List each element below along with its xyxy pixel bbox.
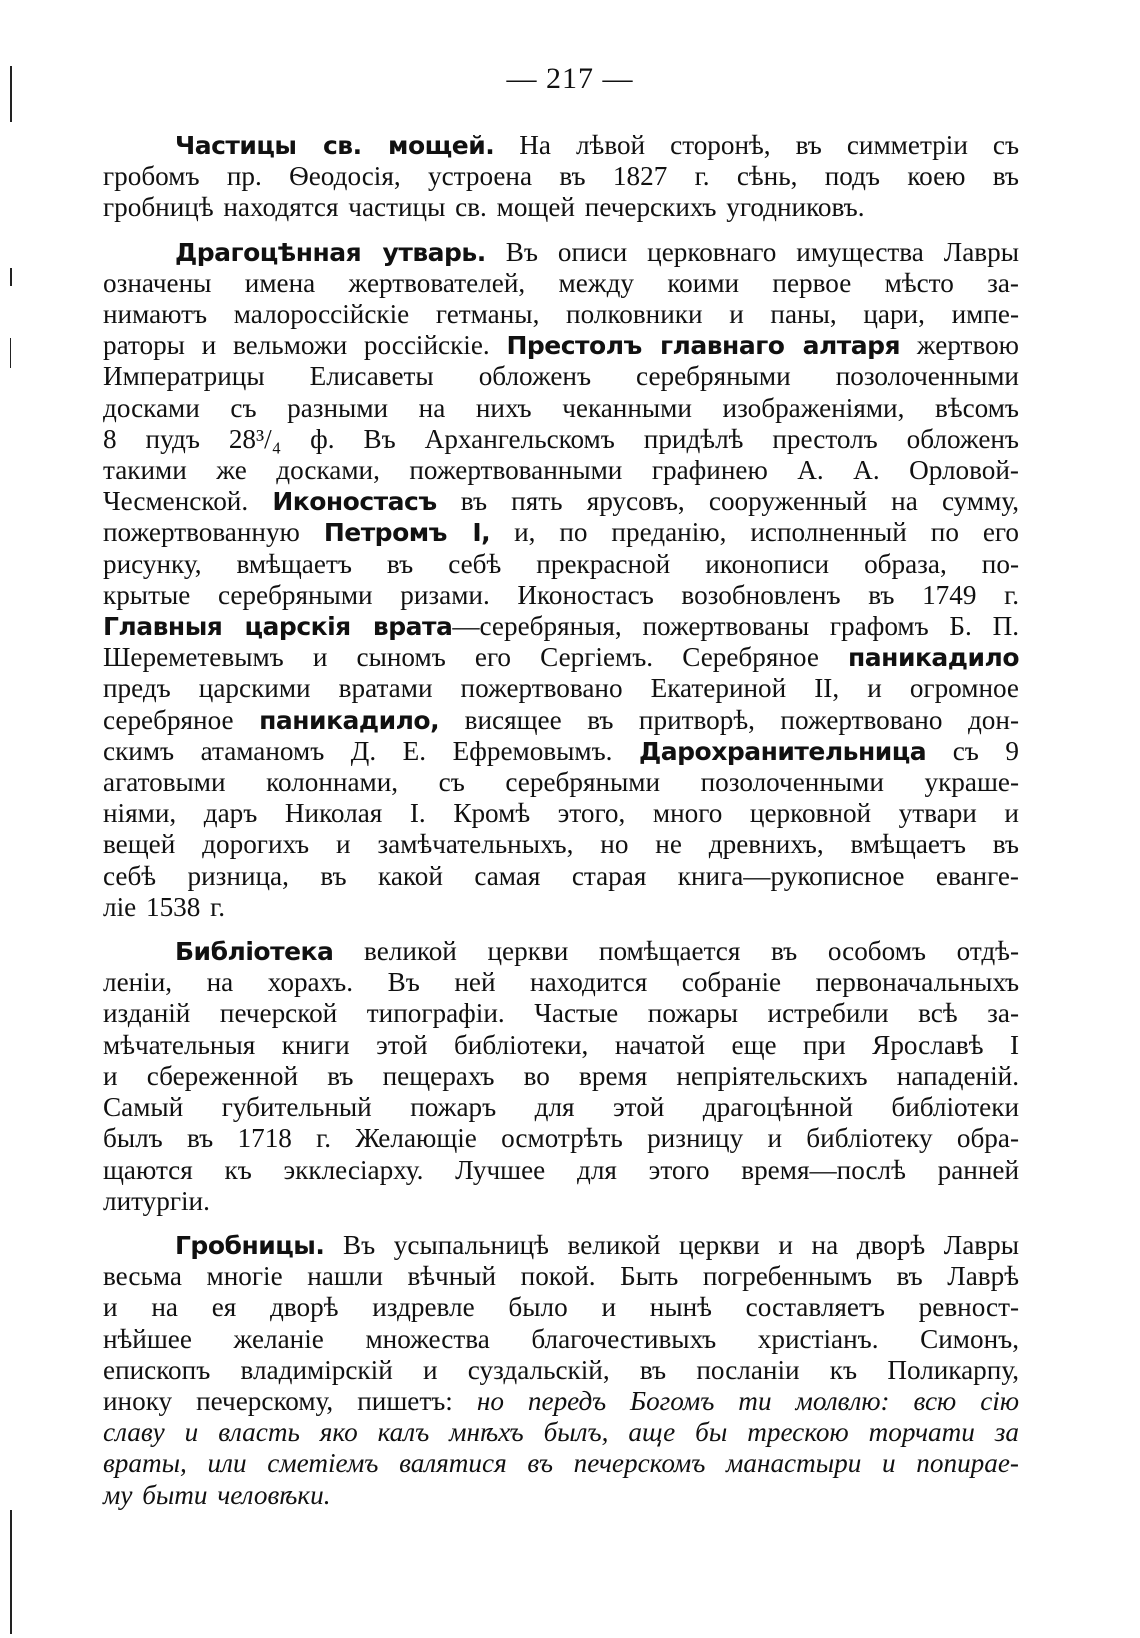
text-line <box>103 486 1019 517</box>
text-line <box>103 1324 1019 1355</box>
text-line <box>103 1480 1019 1511</box>
body-text: Въ усыпальницѣ великой церкви и на дворѣ Лавры <box>324 1229 1019 1260</box>
body-text: нѣйшее желаніе множества благочестивыхъ христіанъ. Симонъ, <box>103 1323 1019 1354</box>
text-line <box>103 1292 1019 1323</box>
text-line <box>103 130 1019 161</box>
quoted-text: му быти человѣки. <box>103 1479 331 1510</box>
text-line <box>103 1386 1019 1417</box>
body-text: былъ въ 1718 г. Желающіе осмотрѣть ризницу и библіотеку обра- <box>103 1123 1019 1154</box>
body-text: гробомъ пр. Ѳеодосія, устроена въ 1827 г. сѣнь, подъ коею въ <box>103 161 1019 192</box>
body-text: изданій печерской типографіи. Частые пожары истребили всѣ за- <box>103 998 1019 1029</box>
page-body-text <box>103 130 1019 1511</box>
scan-margin-mark <box>10 268 12 286</box>
text-line <box>103 967 1019 998</box>
body-text: скимъ атаманомъ Д. Е. Ефремовымъ. <box>103 735 640 766</box>
section-heading: Частицы св. мощей. <box>175 131 495 160</box>
body-text: Въ описи церковнаго имущества Лавры <box>485 236 1019 267</box>
body-text: На лѣвой сторонѣ, въ симметріи съ <box>494 130 1020 160</box>
page-number: — 217 — <box>506 62 634 95</box>
body-text: вещей дорогихъ и замѣчательныхъ, но не древнихъ, вмѣщаетъ въ <box>103 829 1019 860</box>
text-line <box>103 1061 1019 1092</box>
body-text: щаются къ экклесіарху. Лучшее для этого время—послѣ ранней <box>103 1154 1019 1185</box>
section-heading: Гробницы. <box>175 1230 325 1260</box>
body-text: крытые серебряными ризами. Иконостасъ возобновленъ въ 1749 г. <box>103 579 1019 610</box>
body-text: агатовыми колоннами, съ серебряными позолоченными украше- <box>103 767 1019 798</box>
section-heading: Иконостасъ <box>272 487 437 517</box>
text-line <box>103 736 1019 767</box>
body-text: 8 пудъ 28³/₄ ф. Въ Архангельскомъ придѣлѣ престолъ обложенъ <box>103 423 1019 454</box>
text-line <box>103 237 1019 268</box>
body-text: раторы и вельможи россійскіе. <box>103 330 507 361</box>
body-text: жертвою <box>900 330 1019 361</box>
body-text: нимаютъ малороссійскіе гетманы, полковники и паны, цари, импе- <box>103 299 1019 330</box>
text-line <box>103 268 1019 299</box>
body-text: Самый губительный пожаръ для этой драгоцѣнной библіотеки <box>103 1092 1019 1123</box>
text-line <box>103 705 1019 736</box>
section-heading: Драгоцѣнная утварь. <box>175 237 486 267</box>
text-line <box>103 1261 1019 1292</box>
text-line <box>103 1417 1019 1448</box>
body-text: великой церкви помѣщается въ особомъ отдѣ- <box>333 936 1019 967</box>
text-line <box>103 1448 1019 1479</box>
body-text: иноку печерскому, пишетъ: <box>103 1385 477 1416</box>
text-line <box>103 424 1019 455</box>
body-text: себѣ ризница, въ какой самая старая книга—рукописное еванге- <box>103 860 1019 891</box>
body-text: епископъ владимірскій и суздальскій, въ посланіи къ Поликарпу, <box>103 1354 1019 1385</box>
quoted-text: но передъ Богомъ ти молвлю: всю сію <box>476 1385 1020 1416</box>
scan-margin-mark <box>10 1510 12 1634</box>
body-text: и сбереженной въ пещерахъ во время непріятельскихъ нападеній. <box>103 1060 1019 1091</box>
paragraph <box>103 1230 1019 1511</box>
body-text: такими же досками, пожертвованными графинею А. А. Орловой- <box>103 455 1019 486</box>
text-line <box>103 549 1019 580</box>
body-text: и на ея дворѣ издревле было и нынѣ составляетъ ревност- <box>103 1292 1019 1323</box>
body-text: весьма многіе нашли вѣчный покой. Быть погребеннымъ въ Лаврѣ <box>103 1261 1019 1292</box>
text-line <box>103 892 1019 923</box>
text-line <box>103 1186 1019 1217</box>
body-text: ліе 1538 г. <box>103 891 226 922</box>
body-text: литургіи. <box>103 1185 210 1216</box>
paragraph <box>103 130 1019 224</box>
quoted-text: славу и власть яко калъ мнѣхъ былъ, аще бы трескою торчати за <box>103 1417 1019 1448</box>
section-heading: паникадило <box>848 643 1019 673</box>
text-line <box>103 455 1019 486</box>
text-line <box>103 998 1019 1029</box>
text-line <box>103 330 1019 361</box>
section-heading: Библіотека <box>175 937 334 967</box>
body-text: означены имена жертвователей, между коими первое мѣсто за- <box>103 267 1019 298</box>
section-heading: паникадило, <box>259 705 440 735</box>
body-text: мѣчательныя книги этой библіотеки, начатой еще при Ярославѣ I <box>103 1029 1019 1060</box>
body-text: въ пять ярусовъ, сооруженный на сумму, <box>436 486 1019 517</box>
body-text: гробницѣ находятся частицы св. мощей печерскихъ угодниковъ. <box>103 192 865 223</box>
text-line <box>103 517 1019 548</box>
text-line <box>103 829 1019 860</box>
body-text: рисунку, вмѣщаетъ въ себѣ прекрасной иконописи образа, по- <box>103 548 1019 579</box>
text-line <box>103 1030 1019 1061</box>
paragraph <box>103 936 1019 1217</box>
body-text: ніями, даръ Николая I. Кромѣ этого, много церковной утвари и <box>103 798 1019 829</box>
text-line <box>103 642 1019 673</box>
paragraph <box>103 237 1019 923</box>
section-heading: Престолъ главнаго алтаря <box>506 331 901 361</box>
body-text: висящее въ притворѣ, пожертвовано дон- <box>439 704 1019 735</box>
body-text: пожертвованную <box>103 517 324 548</box>
scan-margin-mark <box>10 338 11 368</box>
text-line <box>103 192 1019 223</box>
section-heading: Дарохранительница <box>639 736 927 766</box>
text-line <box>103 361 1019 392</box>
body-text: съ 9 <box>926 735 1019 766</box>
text-line <box>103 798 1019 829</box>
body-text: предъ царскими вратами пожертвовано Екатериной II, и огромное <box>103 673 1019 704</box>
text-line <box>103 299 1019 330</box>
section-heading: Петромъ I, <box>323 518 491 548</box>
text-line <box>103 393 1019 424</box>
text-line <box>103 767 1019 798</box>
text-line <box>103 673 1019 704</box>
section-heading: Главныя царскія врата <box>103 612 453 642</box>
body-text: Шереметевымъ и сыномъ его Сергіемъ. Серебряное <box>103 642 849 673</box>
text-line <box>103 1123 1019 1154</box>
body-text: и, по преданію, исполненный по его <box>490 517 1019 548</box>
text-line <box>103 861 1019 892</box>
scan-margin-mark <box>10 66 12 122</box>
text-line <box>103 1092 1019 1123</box>
quoted-text: враты, или сметіемъ валятися въ печерскомъ манастыри и попирае- <box>103 1448 1019 1479</box>
text-line <box>103 936 1019 967</box>
text-line <box>103 1230 1019 1261</box>
body-text: серебряное <box>103 704 260 735</box>
text-line <box>103 611 1019 642</box>
text-line <box>103 1355 1019 1386</box>
body-text: Чесменской. <box>103 486 273 517</box>
text-line <box>103 161 1019 192</box>
body-text: досками съ разными на нихъ чеканными изображеніями, вѣсомъ <box>103 392 1019 423</box>
body-text: Императрицы Елисаветы обложенъ серебряными позолоченными <box>103 361 1019 392</box>
body-text: леніи, на хорахъ. Въ ней находится собраніе первоначальныхъ <box>103 967 1019 998</box>
text-line <box>103 580 1019 611</box>
body-text: —серебряныя, пожертвованы графомъ Б. П. <box>452 611 1020 642</box>
text-line <box>103 1155 1019 1186</box>
